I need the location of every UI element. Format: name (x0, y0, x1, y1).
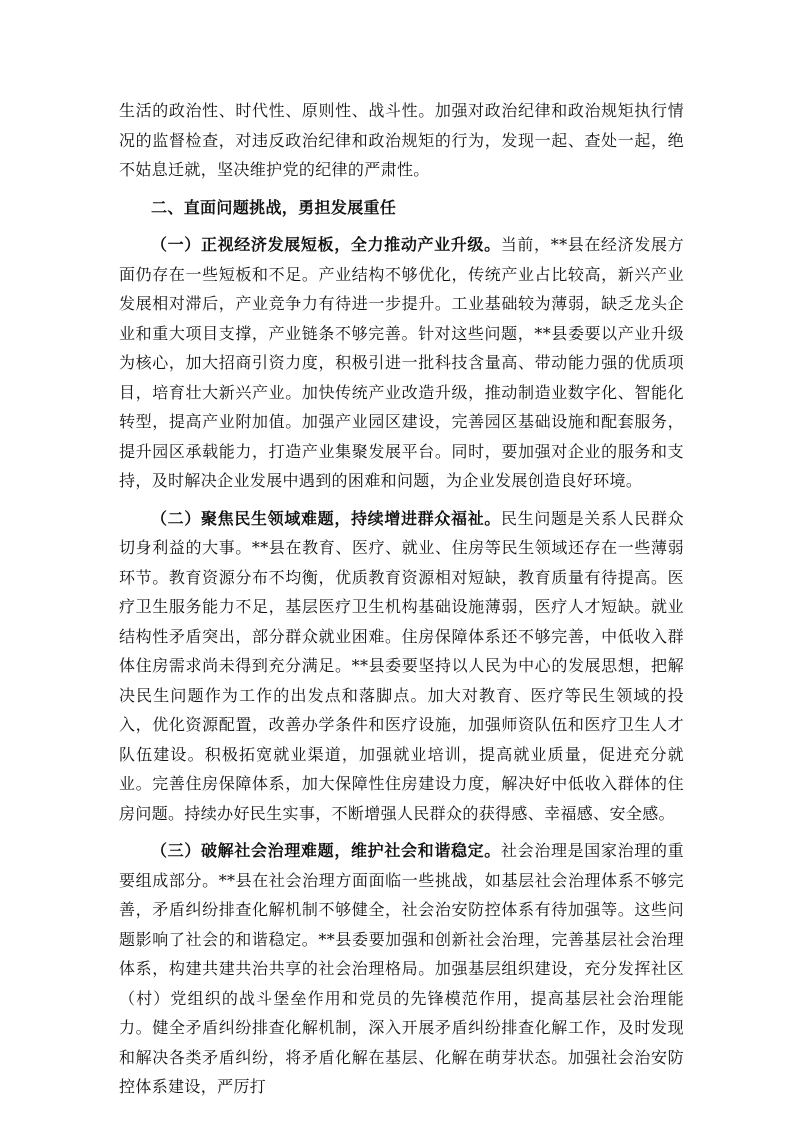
section-lead-2: （二）聚焦民生领域难题，持续增进群众福祉。 (151, 508, 501, 528)
section-heading: 二、直面问题挑战，勇担发展重任 (151, 197, 397, 217)
section-lead-3: （三）破解社会治理难题，维护社会和谐稳定。 (151, 841, 501, 860)
section-paragraph-1 (119, 230, 684, 496)
section-body-2: 民生问题是关系人民群众切身利益的大事。**县在教育、医疗、就业、住房等民生领域还存在一些薄弱环节。教育资源分布不均衡，优质教育资源相对短缺，教育质量有待提高。医疗卫生服务能力不足，基层医疗卫生机构基础设施薄弱，医疗人才短缺。就业结构性矛盾突出，部分群众就业困难。住房保障体系还不够完善，中低收入群体住房需求尚未得到充分满足。**县委要坚持以人民为中心的发展思想，把解决民生问题作为工作的出发点和落脚点。加大对教育、医疗等民生领域的投入，优化资源配置，改善办学条件和医疗设施，加强师资队伍和医疗卫生人才队伍建设。积极拓宽就业渠道，加强就业培训，提高就业质量，促进充分就业。完善住房保障体系，加大保障性住房建设力度，解决好中低收入群体的住房问题。持续办好民生实事，不断增强人民群众的获得感、幸福感、安全感。 (119, 508, 684, 823)
section-paragraph-3 (119, 836, 684, 1102)
section-paragraph-2 (119, 504, 684, 829)
intro-paragraph: 生活的政治性、时代性、原则性、战斗性。加强对政治纪律和政治规矩执行情况的监督检查，对违反政治纪律和政治规矩的行为，发现一起、查处一起，绝不姑息迁就，坚决维护党的纪律的严肃性。 (119, 101, 684, 179)
section-body-1: 当前，**县在经济发展方面仍存在一些短板和不足。产业结构不够优化，传统产业占比较高，新兴产业发展相对滞后，产业竞争力有待进一步提升。工业基础较为薄弱，缺乏龙头企业和重大项目支撑，产业链条不够完善。针对这些问题，**县委要以产业升级为核心，加大招商引资力度，积极引进一批科技含量高、带动能力强的优质项目，培育壮大新兴产业。加快传统产业改造升级，推动制造业数字化、智能化转型，提高产业附加值。加强产业园区建设，完善园区基础设施和配套服务，提升园区承载能力，打造产业集聚发展平台。同时，要加强对企业的服务和支持，及时解决企业发展中遇到的困难和问题，为企业发展创造良好环境。 (119, 235, 684, 490)
section-lead-1: （一）正视经济发展短板，全力推动产业升级。 (151, 235, 501, 254)
document-page (119, 96, 684, 1102)
section-body-3: 社会治理是国家治理的重要组成部分。**县在社会治理方面面临一些挑战，如基层社会治理体系不够完善，矛盾纠纷排查化解机制不够健全，社会治安防控体系有待加强等。这些问题影响了社会的和谐稳定。**县委要加强和创新社会治理，完善基层社会治理体系，构建共建共治共享的社会治理格局。加强基层组织建设，充分发挥社区（村）党组织的战斗堡垒作用和党员的先锋模范作用，提高基层社会治理能力。健全矛盾纠纷排查化解机制，深入开展矛盾纠纷排查化解工作，及时发现和解决各类矛盾纠纷，将矛盾化解在基层、化解在萌芽状态。加强社会治安防控体系建设，严厉打 (119, 841, 684, 1096)
